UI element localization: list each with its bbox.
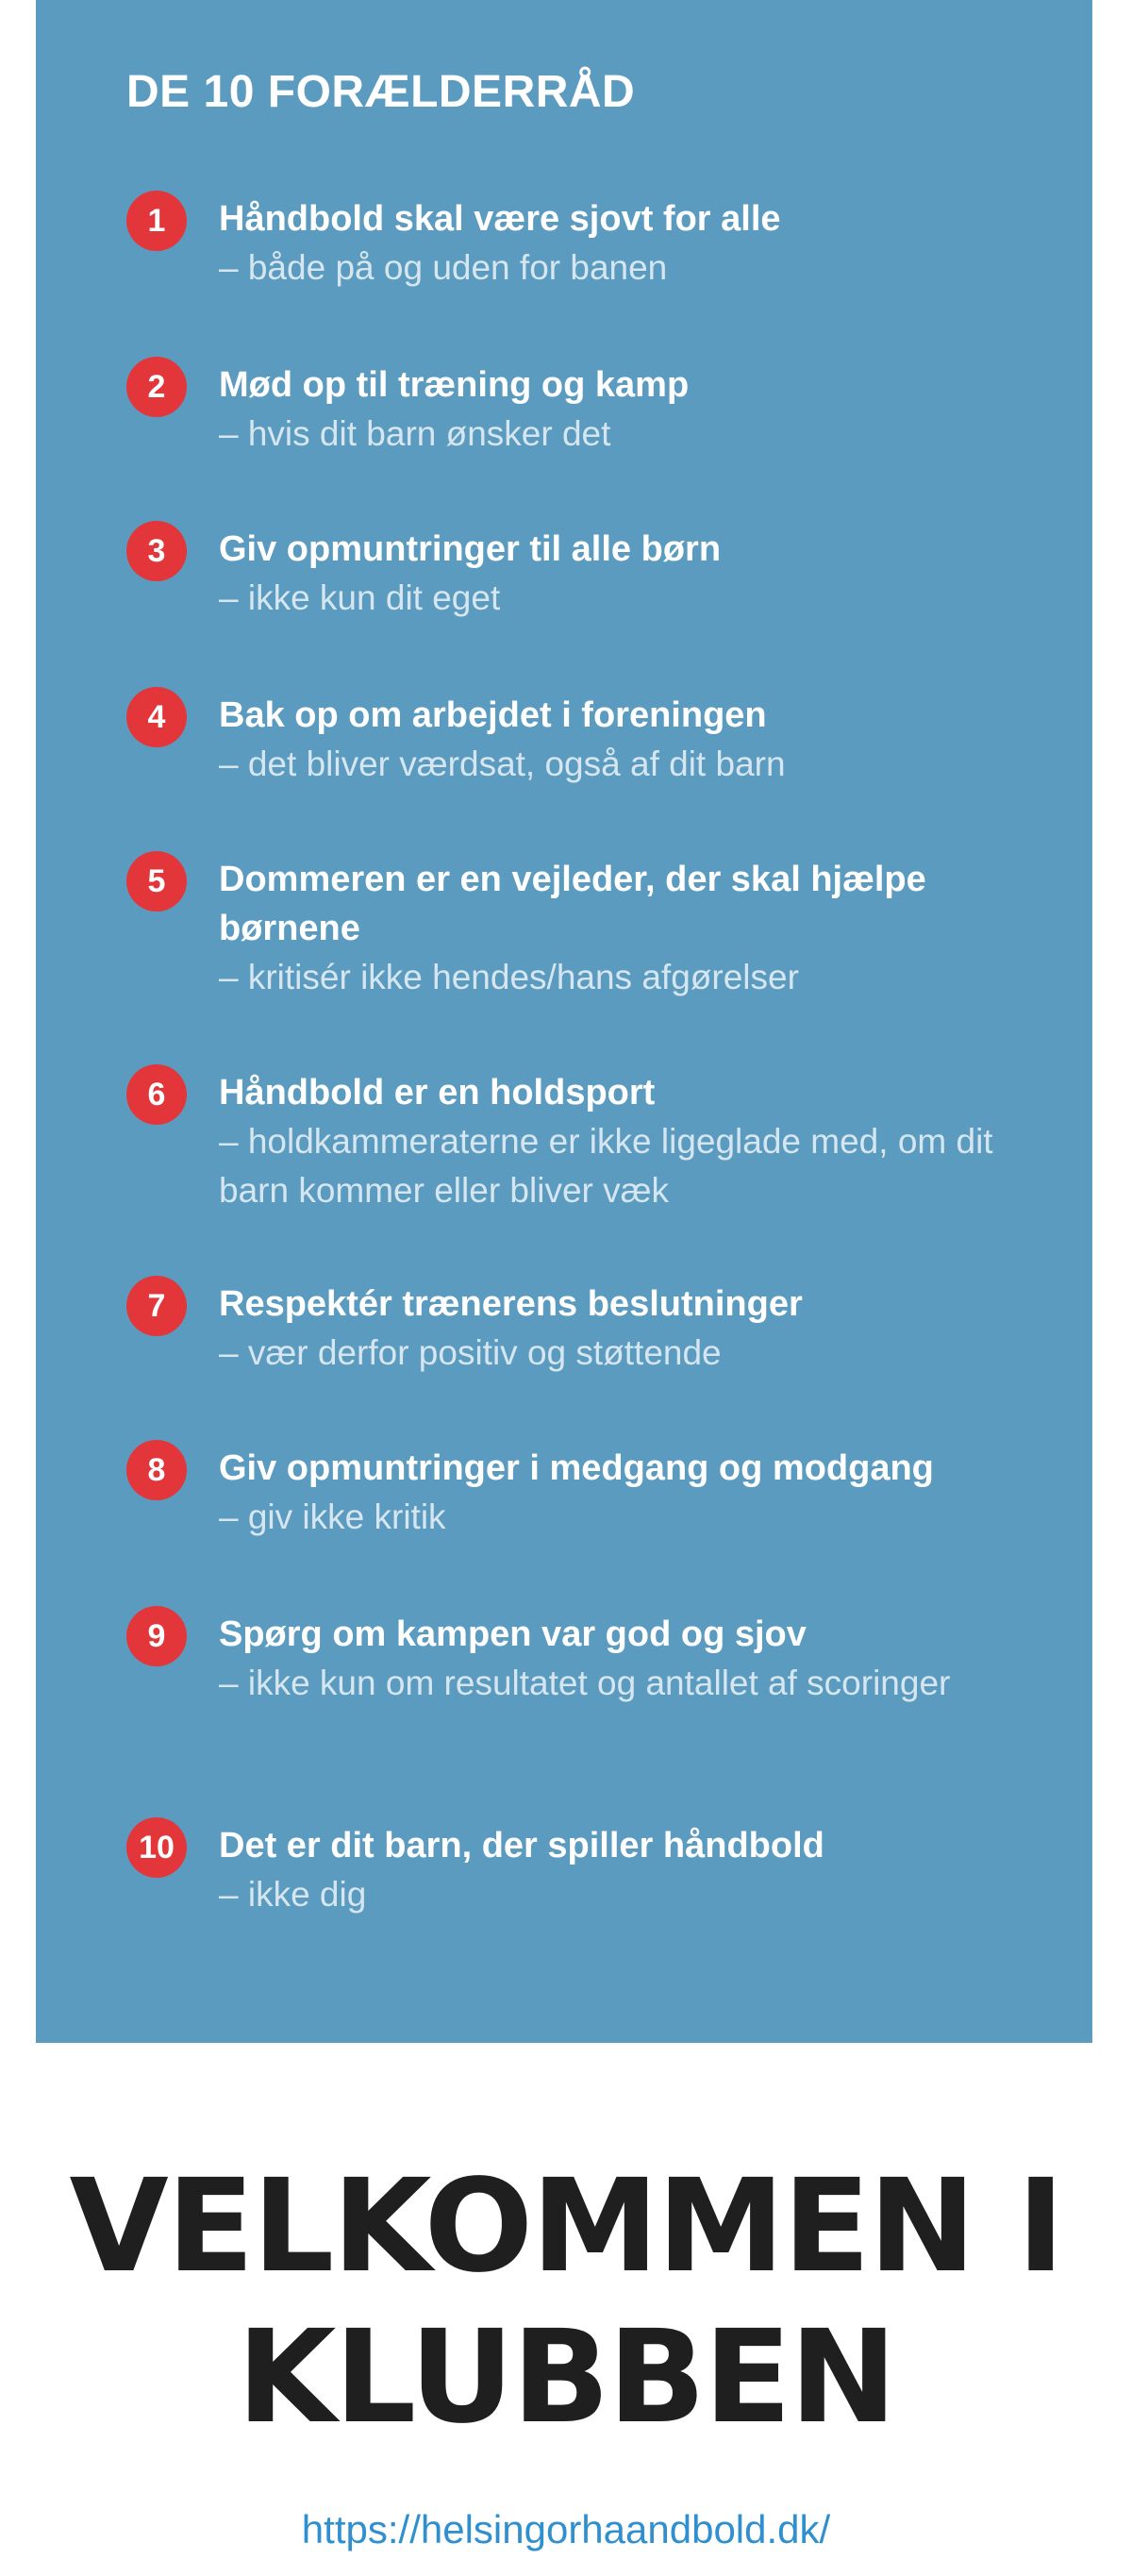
rule-subtitle: – kritisér ikke hendes/hans afgørelser bbox=[219, 958, 799, 996]
rule-text bbox=[219, 1068, 1021, 1215]
rule-subtitle: – vær derfor positiv og støttende bbox=[219, 1333, 722, 1372]
number-badge: 2 bbox=[126, 357, 187, 417]
number-badge: 7 bbox=[126, 1276, 187, 1336]
rule-title: Dommeren er en vejleder, der skal hjælpe børnene bbox=[219, 860, 926, 948]
rule-title: Spørg om kampen var god og sjov bbox=[219, 1614, 807, 1654]
number-badge: 1 bbox=[126, 191, 187, 251]
rule-text bbox=[219, 1821, 1021, 1919]
rule-text bbox=[219, 1280, 1021, 1378]
rule-subtitle: – både på og uden for banen bbox=[219, 248, 668, 287]
rule-title: Håndbold skal være sjovt for alle bbox=[219, 199, 781, 239]
rule-subtitle: – giv ikke kritik bbox=[219, 1497, 446, 1536]
rule-text bbox=[219, 525, 1021, 623]
rule-title: Det er dit barn, der spiller håndbold bbox=[219, 1826, 824, 1865]
welcome-line-2: KLUBBEN bbox=[237, 2303, 895, 2452]
rule-title: Respektér trænerens beslutninger bbox=[219, 1284, 803, 1324]
rule-title: Bak op om arbejdet i foreningen bbox=[219, 695, 767, 735]
panel-title: DE 10 FORÆLDERRÅD bbox=[126, 67, 636, 117]
welcome-heading bbox=[0, 2151, 1132, 2453]
number-badge: 6 bbox=[126, 1064, 187, 1125]
rule-text bbox=[219, 691, 1021, 789]
number-badge: 3 bbox=[126, 521, 187, 581]
rule-subtitle: – hvis dit barn ønsker det bbox=[219, 414, 611, 453]
welcome-line-1: VELKOMMEN I bbox=[69, 2152, 1063, 2301]
rule-text bbox=[219, 194, 1021, 293]
rule-text bbox=[219, 1610, 1021, 1708]
parent-advice-panel bbox=[36, 0, 1092, 2043]
rule-title: Giv opmuntringer til alle børn bbox=[219, 529, 722, 569]
rule-subtitle: – holdkammeraterne er ikke ligeglade med, om dit barn kommer eller bliver væk bbox=[219, 1122, 993, 1210]
rule-text bbox=[219, 360, 1021, 459]
rule-subtitle: – ikke kun dit eget bbox=[219, 578, 501, 617]
rule-subtitle: – ikke dig bbox=[219, 1875, 367, 1914]
rule-subtitle: – det bliver værdsat, også af dit barn bbox=[219, 744, 786, 783]
number-badge: 4 bbox=[126, 687, 187, 747]
rule-title: Giv opmuntringer i medgang og modgang bbox=[219, 1448, 934, 1488]
number-badge: 9 bbox=[126, 1606, 187, 1666]
number-badge: 5 bbox=[126, 851, 187, 912]
rule-title: Håndbold er en holdsport bbox=[219, 1073, 656, 1112]
rule-title: Mød op til træning og kamp bbox=[219, 365, 690, 405]
number-badge: 10 bbox=[126, 1817, 187, 1878]
club-website-link[interactable]: https://helsingorhaandbold.dk/ bbox=[301, 2507, 831, 2551]
rule-text bbox=[219, 855, 1021, 1002]
rule-subtitle: – ikke kun om resultatet og antallet af scoringer bbox=[219, 1664, 951, 1702]
number-badge: 8 bbox=[126, 1440, 187, 1500]
rule-text bbox=[219, 1444, 1021, 1542]
